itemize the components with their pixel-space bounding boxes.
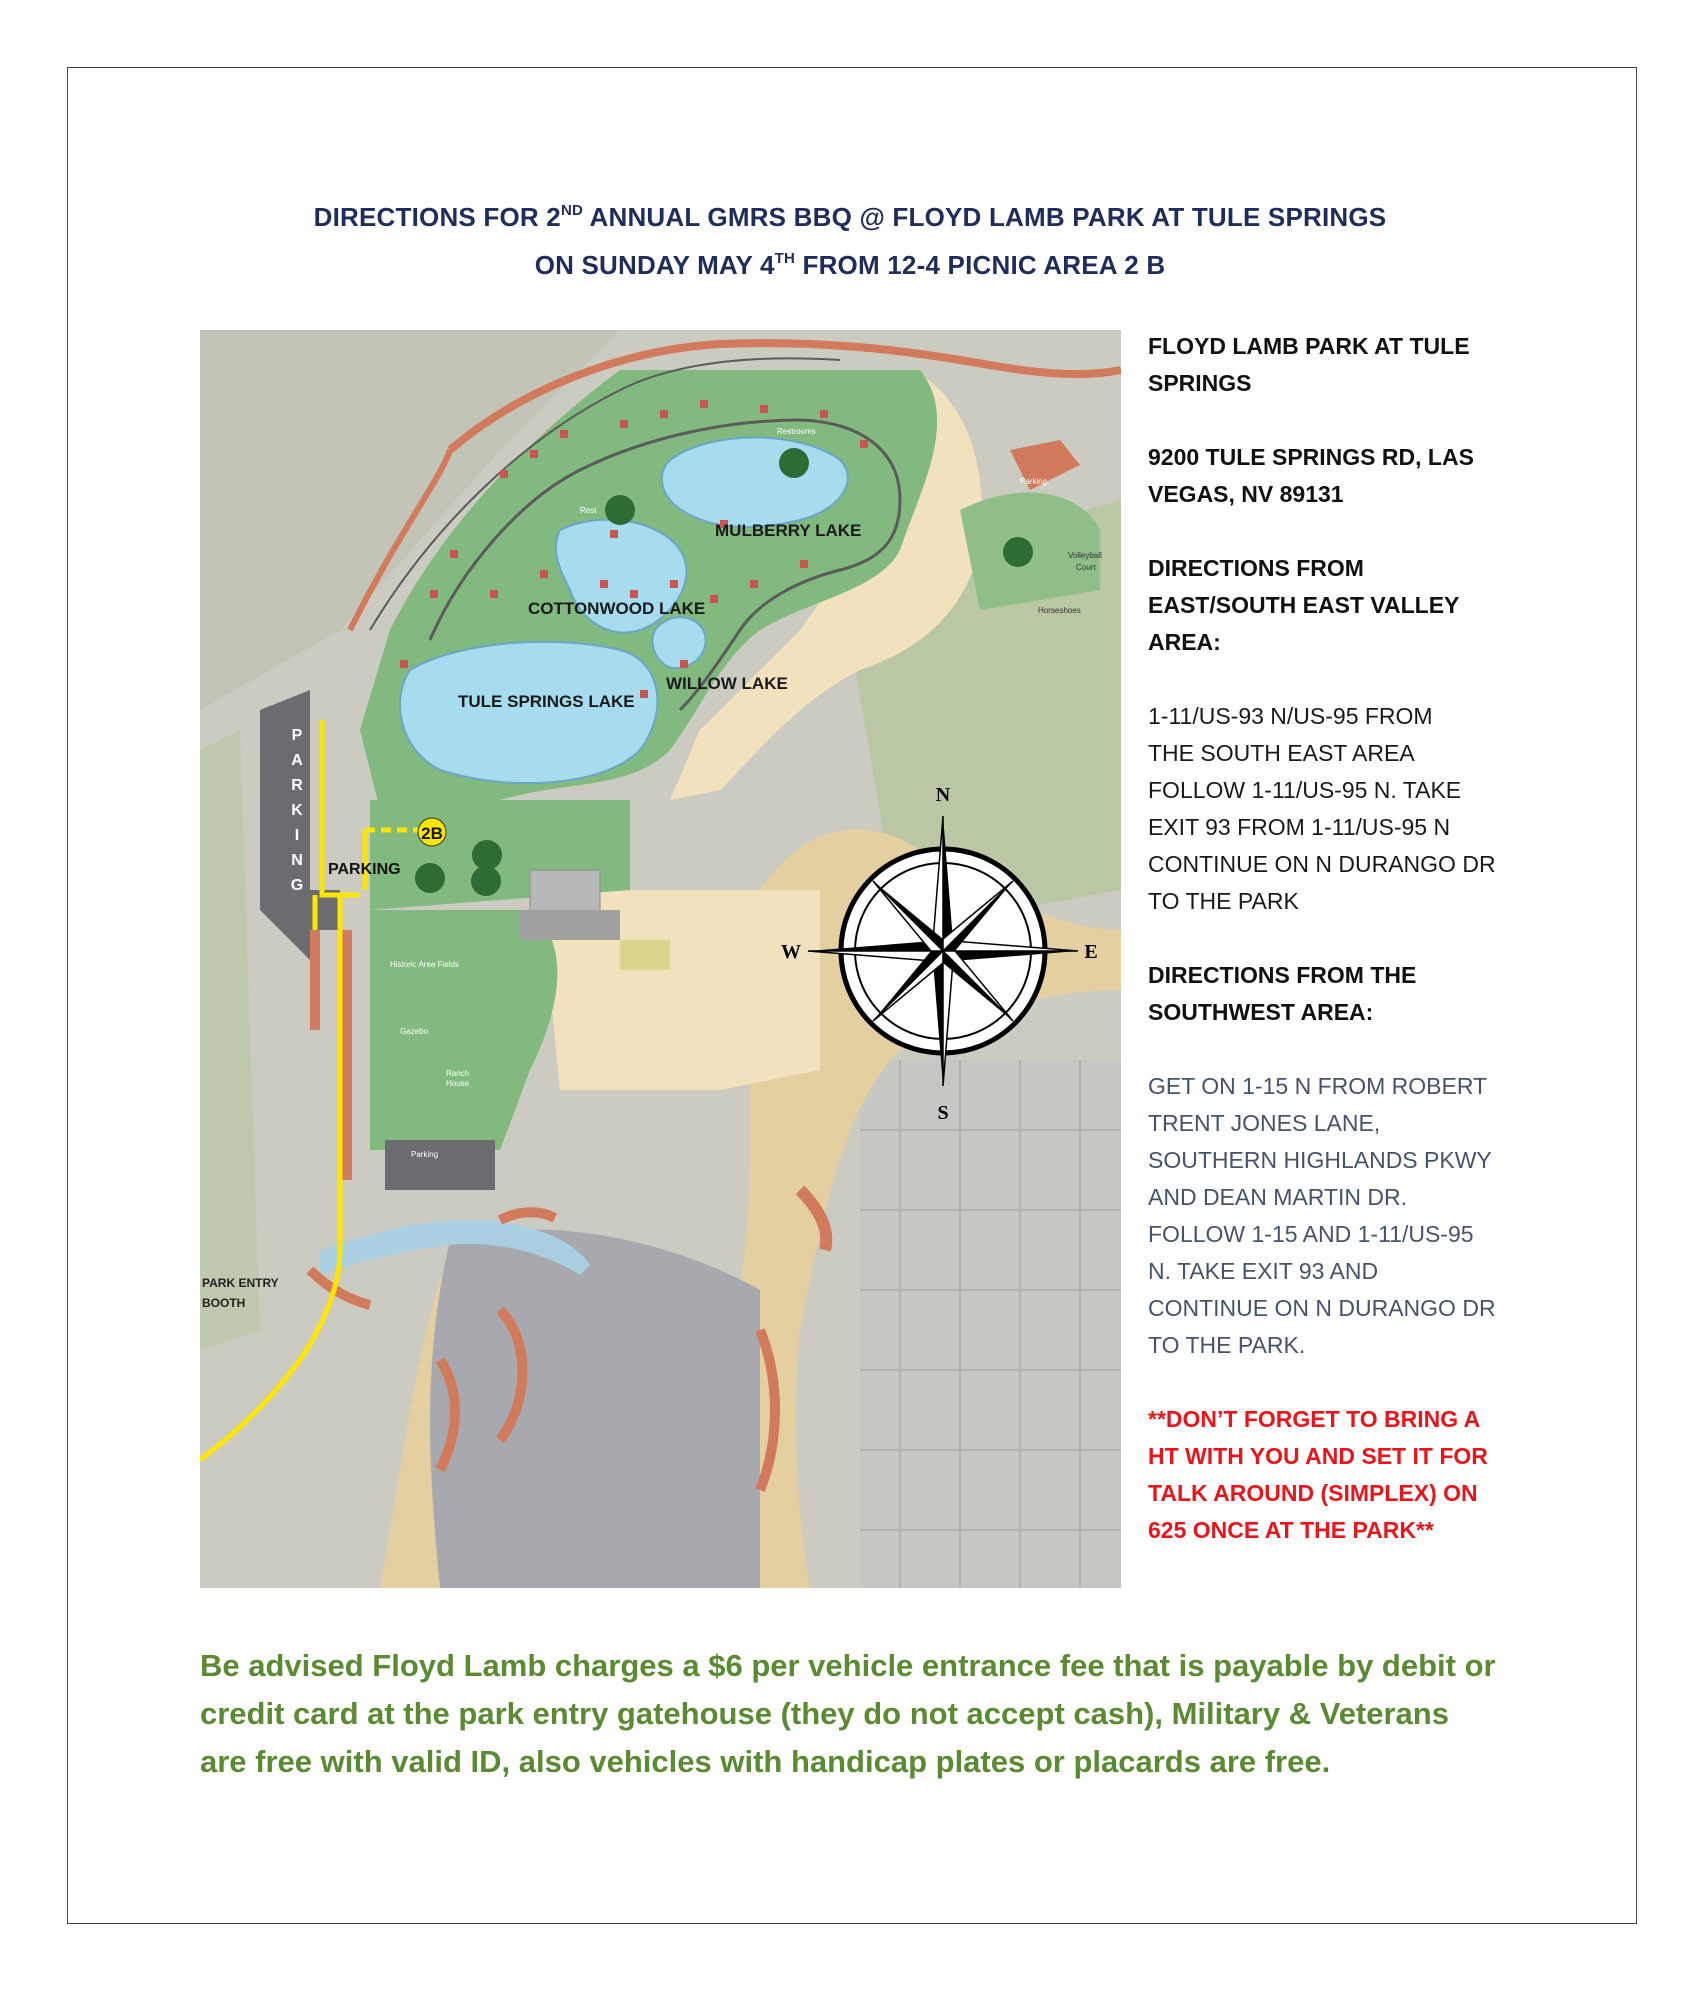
parking-label: PARKING: [328, 861, 401, 878]
svg-text:Rest: Rest: [580, 506, 597, 515]
svg-text:G: G: [290, 877, 304, 894]
cottonwood-lake-label: COTTONWOOD LAKE: [528, 599, 706, 618]
picnic-marker-2b: 2B: [421, 824, 443, 843]
park-name: FLOYD LAMB PARK AT TULE SPRINGS: [1148, 333, 1470, 396]
svg-text:Ranch: Ranch: [446, 1069, 470, 1078]
park-address: 9200 TULE SPRINGS RD, LAS VEGAS, NV 89131: [1148, 444, 1474, 507]
compass-s: S: [937, 1102, 949, 1124]
compass-w: W: [781, 941, 801, 963]
east-directions-text: 1-11/US-93 N/US-95 FROM THE SOUTH EAST AREA FOLLOW 1-11/US-95 N. TAKE EXIT 93 FROM 1-11/US-95 N CONTINUE ON N DURANGO DR TO THE PARK: [1148, 703, 1496, 914]
tule-springs-lake-label: TULE SPRINGS LAKE: [458, 692, 635, 711]
mulberry-lake-label: MULBERRY LAKE: [715, 521, 862, 540]
park-entry-booth-label-2: BOOTH: [202, 1296, 246, 1310]
title-line-1: DIRECTIONS FOR 2ND ANNUAL GMRS BBQ @ FLOYD LAMB PARK AT TULE SPRINGS: [313, 202, 1387, 232]
svg-text:N: N: [291, 852, 303, 869]
compass-n: N: [935, 784, 951, 806]
park-map: [200, 330, 1121, 1588]
southwest-directions-text: GET ON 1-15 N FROM ROBERT TRENT JONES LANE, SOUTHERN HIGHLANDS PKWY AND DEAN MARTIN DR. FOLLOW 1-15 AND 1-11/US-95 N. TAKE EXIT 93 AND CONTINUE ON N DURANGO DR TO THE PARK.: [1148, 1073, 1496, 1358]
compass-e: E: [1084, 941, 1098, 963]
svg-text:R: R: [291, 777, 303, 794]
svg-text:Gazebo: Gazebo: [400, 1027, 429, 1036]
svg-text:Parking: Parking: [1020, 477, 1048, 486]
svg-text:I: I: [294, 827, 300, 844]
directions-sidebar: [1148, 328, 1548, 1586]
svg-text:Horseshoes: Horseshoes: [1038, 606, 1081, 615]
svg-text:Parking: Parking: [411, 1150, 439, 1159]
east-directions-heading: DIRECTIONS FROM EAST/SOUTH EAST VALLEY AREA:: [1148, 555, 1460, 655]
svg-text:House: House: [446, 1079, 470, 1088]
title-line-2: ON SUNDAY MAY 4TH FROM 12-4 PICNIC AREA 2 B: [534, 250, 1166, 280]
svg-text:K: K: [291, 802, 303, 819]
southwest-directions-heading: DIRECTIONS FROM THE SOUTHWEST AREA:: [1148, 962, 1417, 1025]
park-entry-booth-label-1: PARK ENTRY: [202, 1276, 279, 1290]
svg-text:A: A: [291, 752, 303, 769]
svg-text:Restrooms: Restrooms: [777, 427, 816, 436]
entrance-fee-notice: Be advised Floyd Lamb charges a $6 per vehicle entrance fee that is payable by debit or credit card at the park entry gatehouse (they do not accept cash), Military & Veterans are free with valid ID, also vehicles with handicap plates or placards are free.: [200, 1648, 1496, 1779]
parking-vertical-label: [291, 727, 303, 894]
radio-reminder: **DON’T FORGET TO BRING A HT WITH YOU AND SET IT FOR TALK AROUND (SIMPLEX) ON 625 ONCE AT THE PARK**: [1148, 1406, 1488, 1543]
willow-lake-label: WILLOW LAKE: [666, 674, 788, 693]
svg-text:Volleyball: Volleyball: [1068, 551, 1102, 560]
svg-text:Historic Area Fields: Historic Area Fields: [390, 960, 459, 969]
svg-text:P: P: [291, 727, 303, 744]
svg-text:Court: Court: [1076, 563, 1096, 572]
